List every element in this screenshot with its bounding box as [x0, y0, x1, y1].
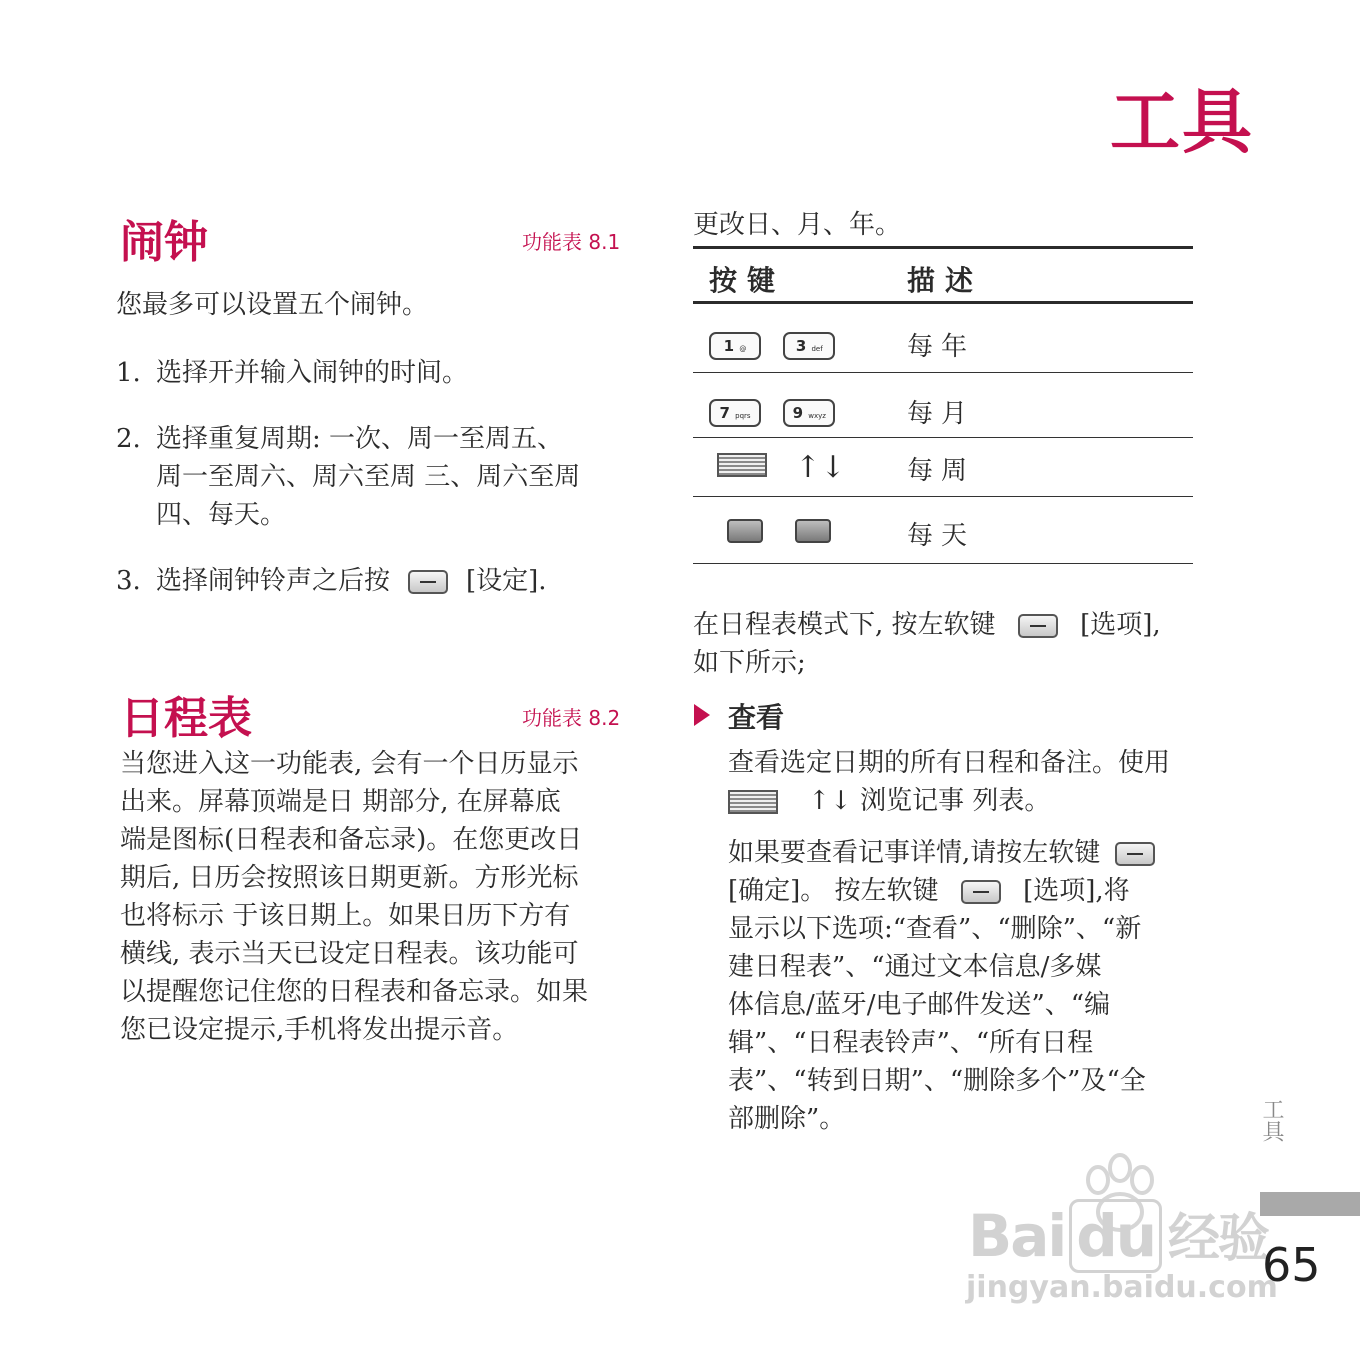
alarm-section-title: 闹钟 [120, 217, 208, 268]
paragraph-line: 当您进入这一功能表, 会有一个日历显示 [120, 749, 579, 779]
detail-line: 建日程表”、“通过文本信息/多媒 [728, 952, 1102, 982]
key-1-icon: 1 @ [709, 332, 761, 360]
step-line: 周一至周六、周六至周 三、周六至周 [156, 462, 581, 492]
calendar-paragraph [120, 745, 640, 1049]
detail-line: 部删除”。 [728, 1104, 846, 1134]
alarm-step-2 [116, 420, 580, 534]
step-line: 四、每天。 [156, 500, 287, 530]
paragraph-line: 端是图标(日程表和备忘录)。在您更改日 [120, 825, 583, 855]
key-table [693, 246, 1193, 564]
row-keys [709, 395, 835, 427]
row-description: 每周 [907, 456, 976, 486]
view-line: 查看选定日期的所有日程和备注。使用 [728, 748, 1171, 778]
row-keys [709, 328, 835, 360]
side-key-left-icon [727, 519, 763, 543]
detail-line: 体信息/蓝牙/电子邮件发送”、“编 [728, 990, 1111, 1020]
paragraph-line: 期后, 日历会按照该日期更新。方形光标 [120, 863, 579, 893]
step-text: 选择开并输入闹钟的时间。 [156, 358, 469, 388]
paragraph-line: 以提醒您记住您的日程表和备忘录。如果 [120, 977, 589, 1007]
header-description: 描述 [907, 264, 984, 297]
page-number: 65 [1262, 1238, 1321, 1292]
alarm-menu-ref: 功能表 8.1 [522, 230, 621, 254]
paragraph-line: 横线, 表示当天已设定日程表。该功能可 [120, 939, 579, 969]
left-softkey-icon [408, 562, 448, 600]
chapter-title: 工具 [1110, 81, 1254, 163]
calendar-section-title: 日程表 [120, 693, 252, 744]
detail-line: 表”、“转到日期”、“删除多个”及“全 [728, 1066, 1146, 1096]
key-3-icon: 3 def [783, 332, 835, 360]
key-7-icon: 7 pqrs [709, 399, 761, 427]
view-detail [728, 834, 1198, 1138]
paragraph-line: 您已设定提示,手机将发出提示音。 [120, 1015, 519, 1045]
watermark-url: jingyan.baidu.com [966, 1270, 1278, 1305]
step-text: 选择闹钟铃声之后按 [156, 566, 391, 596]
options-line-1: 在日程表模式下, 按左软键 [选项], [693, 610, 1161, 640]
watermark-brand: Bai du 经验 [968, 1196, 1268, 1273]
nav-key-icon [717, 453, 767, 477]
side-chapter-tab: 工具 [1259, 1098, 1284, 1142]
row-description: 每年 [907, 332, 976, 362]
table-row [693, 373, 1193, 437]
view-subtitle: 查看 [728, 701, 785, 734]
step-text [156, 420, 580, 534]
side-key-right-icon [795, 519, 831, 543]
detail-line: 显示以下选项:“查看”、“删除”、“新 [728, 914, 1142, 944]
paragraph-line: 也将标示 于该日期上。如果日历下方有 [120, 901, 571, 931]
left-softkey-icon [1018, 610, 1058, 640]
step-number: 3. [116, 566, 141, 596]
calendar-menu-ref: 功能表 8.2 [522, 706, 621, 730]
options-line-2: 如下所示; [693, 648, 806, 678]
view-line: ↑↓ 浏览记事 列表。 [728, 782, 1198, 820]
up-down-arrow-icon: ↑↓ [795, 450, 846, 485]
step-line: 选择重复周期: 一次、周一至周五、 [156, 424, 564, 454]
detail-line: 如果要查看记事详情,请按左软键 [728, 834, 1198, 872]
row-description: 每月 [907, 399, 976, 429]
paragraph-line: 出来。屏幕顶端是日 期部分, 在屏幕底 [120, 787, 561, 817]
left-softkey-icon [961, 876, 1001, 906]
view-description [728, 744, 1198, 820]
alarm-step-1 [116, 354, 468, 392]
detail-line: 辑”、“日程表铃声”、“所有日程 [728, 1028, 1094, 1058]
alarm-intro: 您最多可以设置五个闹钟。 [116, 290, 429, 320]
step-text-suffix: [设定]. [466, 566, 547, 596]
table-row [693, 497, 1193, 563]
key-9-icon: 9 wxyz [783, 399, 835, 427]
table-row [693, 304, 1193, 372]
page-marker-bar [1260, 1192, 1360, 1216]
alarm-step-3 [116, 562, 547, 600]
up-down-arrow-icon: ↑↓ [808, 786, 852, 816]
bullet-arrow-icon [694, 704, 710, 726]
row-keys [717, 450, 846, 485]
header-keys: 按键 [709, 264, 786, 297]
table-row [693, 438, 1193, 496]
row-keys [727, 519, 831, 550]
left-softkey-icon [1115, 838, 1155, 868]
nav-key-icon [728, 790, 778, 814]
step-number: 1. [116, 358, 141, 388]
detail-line: [确定]。 按左软键 [选项],将 [728, 876, 1130, 906]
row-description: 每天 [907, 521, 976, 551]
step-number: 2. [116, 424, 141, 454]
change-date-line: 更改日、月、年。 [693, 210, 902, 240]
table-header-row [693, 249, 1193, 301]
